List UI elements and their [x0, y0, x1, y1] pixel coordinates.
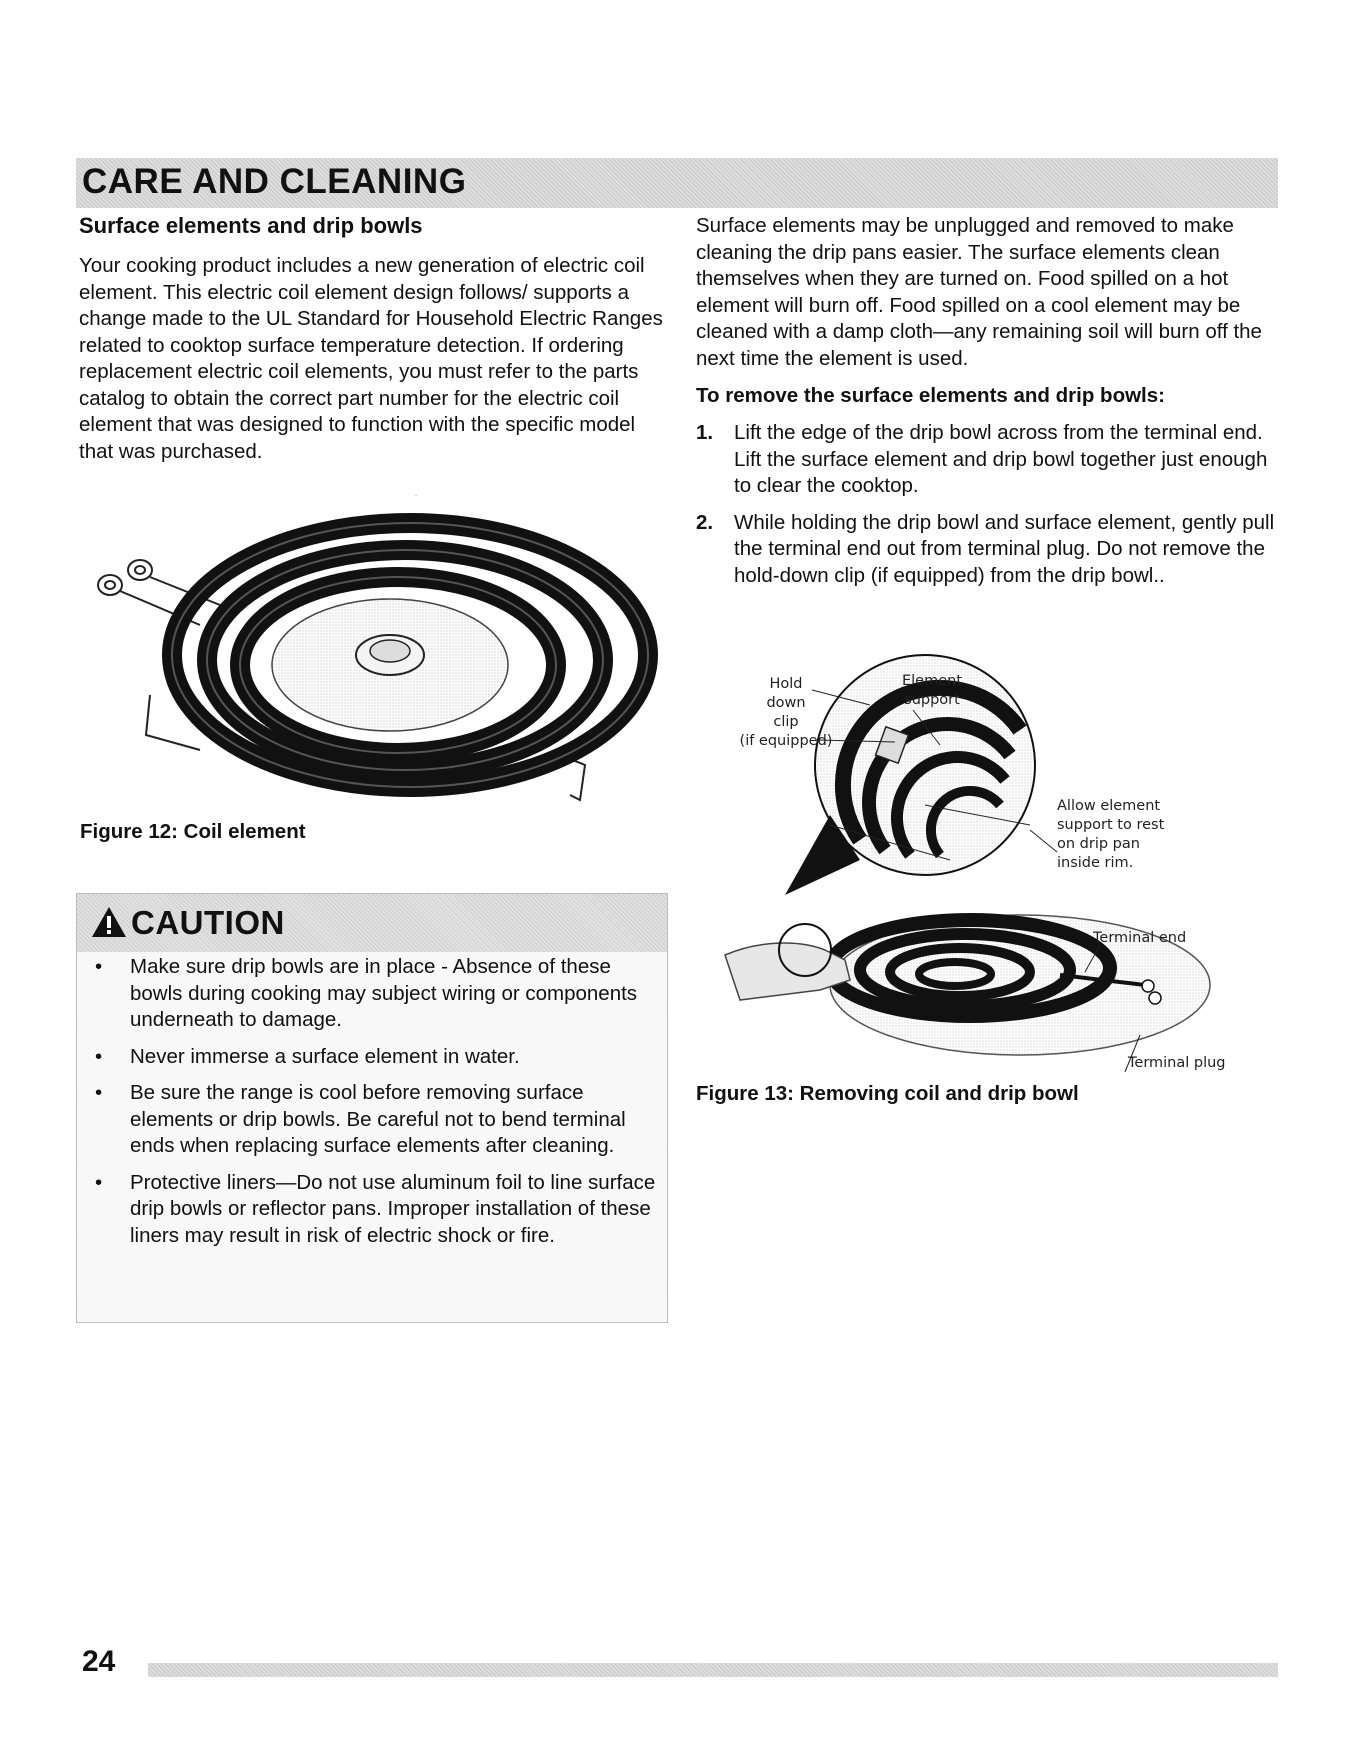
- section-header-bar: [76, 158, 1278, 208]
- removing-coil-diagram: [700, 650, 1260, 1080]
- page-number: 24: [82, 1645, 116, 1678]
- caution-item: • Never immerse a surface element in water.: [95, 1044, 520, 1068]
- procedure-step: 1. Lift the edge of the drip bowl across from the terminal end. Lift the surface element and drip bowl together just enough to clear the cooktop.: [696, 421, 1268, 497]
- label-hold: Hold: [769, 676, 803, 692]
- label-clip: clip: [773, 714, 799, 730]
- label-allow-1: Allow element: [1057, 798, 1161, 814]
- section-title: CARE AND CLEANING: [82, 162, 467, 201]
- left-column: [79, 213, 669, 465]
- caution-list: [77, 954, 667, 1259]
- caution-title: CAUTION: [131, 904, 285, 941]
- intro-paragraph: Your cooking product includes a new generation of electric coil element. This electric coil element design follows/ supports a change made to the UL Standard for Household Electric Ranges related to cooktop surface temperature detection. If ordering replacement electric coil elements, you must refer to the parts catalog to obtain the correct part number for the electric coil element that was designed to function with the specific model that was purchased.: [79, 254, 663, 463]
- procedure-heading: To remove the surface elements and drip bowls:: [696, 384, 1165, 407]
- label-allow-4: inside rim.: [1057, 855, 1134, 871]
- footer-rule: [148, 1663, 1278, 1677]
- label-terminal-end: Terminal end: [1093, 930, 1187, 946]
- label-allow-2: support to rest: [1057, 817, 1165, 833]
- label-allow-3: on drip pan: [1057, 836, 1140, 852]
- caution-item: • Be sure the range is cool before removing surface elements or drip bowls. Be careful not to bend terminal ends when replacing surface elements after cleaning.: [95, 1081, 626, 1157]
- right-column: [696, 213, 1281, 599]
- right-intro-paragraph: Surface elements may be unplugged and removed to make cleaning the drip pans easier. The surface elements clean themselves when they are turned on. Food spilled on a hot element will burn off. Food spilled on a cool element may be cleaned with a damp cloth—any remaining soil will burn off the next time the element is used.: [696, 214, 1262, 370]
- warning-triangle-icon: [91, 906, 127, 938]
- label-support: support: [904, 692, 960, 708]
- procedure-steps: [696, 420, 1281, 589]
- caution-item: • Protective liners—Do not use aluminum foil to line surface drip bowls or reflector pans. Improper installation of these liners may result in risk of electric shock or fire.: [95, 1170, 656, 1247]
- caution-box: [76, 893, 668, 1323]
- label-element: Element: [901, 673, 963, 689]
- procedure-step: 2. While holding the drip bowl and surface element, gently pull the terminal end out from terminal plug. Do not remove the hold-down clip (if equipped) from the drip bowl..: [696, 510, 1275, 587]
- caution-item: • Make sure drip bowls are in place - Absence of these bowls during cooking may subject wiring or components underneath to damage.: [95, 955, 638, 1031]
- subsection-heading: Surface elements and drip bowls: [79, 213, 423, 238]
- label-terminal-plug: Terminal plug: [1128, 1055, 1226, 1071]
- caution-header: [77, 894, 667, 952]
- figure-13-caption: Figure 13: Removing coil and drip bowl: [696, 1082, 1079, 1105]
- label-if-equipped: (if equipped): [739, 733, 833, 749]
- figure-12-caption: Figure 12: Coil element: [80, 820, 306, 843]
- coil-element-illustration: [80, 495, 660, 815]
- label-down: down: [766, 695, 806, 711]
